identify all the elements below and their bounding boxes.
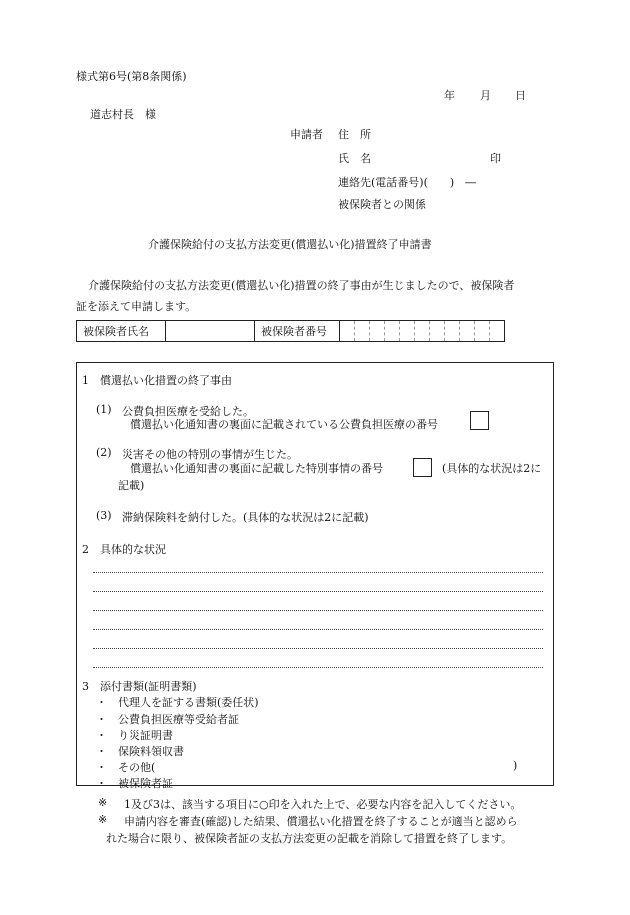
item2-note-continued: 記載) [118,479,145,492]
insured-info-table [76,320,505,342]
seal-mark: 印 [490,152,501,165]
form-number: 様式第6号(第8条関係) [76,70,187,83]
attachment-bullet: ・ [96,696,107,709]
item3-number: (3) [96,509,112,522]
attachment-item: 被保険者証 [118,777,173,790]
situation-line[interactable] [93,648,543,649]
body-line-1: 介護保険給付の支払方法変更(償還払い化)措置の終了事由が生じましたので、被保険者 [88,279,515,292]
attachment-item: 代理人を証する書類(委任状) [118,696,259,709]
situation-line[interactable] [93,572,543,573]
section2-heading: 2 具体的な状況 [82,543,166,556]
applicant-contact-label: 連絡先(電話番号)( ) ― [338,176,477,189]
item1-number-box[interactable] [470,411,489,430]
insured-number-digits [340,321,504,341]
attachment-bullet: ・ [96,745,107,758]
item2-text: 災害その他の特別の事情が生じた。 [122,448,298,461]
item2-number: (2) [96,446,112,459]
note-1: 1及び3は、該当する項目に○印を入れた上で、必要な内容を記入してください。 [124,798,522,811]
body-line-2: 証を添えて申請します。 [76,300,197,313]
attachment-bullet: ・ [96,777,107,790]
note-2-line-2: れた場合に限り、被保険者証の支払方法変更の記載を消除して措置を終了します。 [106,832,513,845]
situation-line[interactable] [93,667,543,668]
item2-subtext: 償還払い化通知書の裏面に記載した特別事情の番号 [130,462,383,475]
document-title: 介護保険給付の支払方法変更(償還払い化)措置終了申請書 [148,238,432,251]
attachment-other-close: ) [513,759,518,772]
item3-text: 滞納保険料を納付した。(具体的な状況は2に記載) [122,511,369,524]
applicant-address-label: 住 所 [338,128,371,141]
applicant-relation-label: 被保険者との関係 [338,198,426,211]
item2-number-box[interactable] [413,458,432,477]
attachment-bullet: ・ [96,729,107,742]
note-mark: ※ [98,813,108,826]
insured-name-label: 被保険者氏名 [77,321,166,342]
item1-subtext: 償還払い化通知書の裏面に記載されている公費負担医療の番号 [130,418,438,431]
addressee: 道志村長 様 [90,108,156,121]
attachment-item: り災証明書 [118,729,173,742]
note-2-line-1: 申請内容を審査(確認)した結果、償還払い化措置を終了することが適当と認めら [124,815,518,828]
note-mark: ※ [98,796,108,809]
insured-number-field[interactable] [340,321,505,342]
attachment-bullet: ・ [96,713,107,726]
date-month-label: 月 [480,89,491,102]
attachment-item-other: その他( [118,761,156,774]
date-day-label: 日 [515,89,526,102]
attachment-item: 公費負担医療等受給者証 [118,713,239,726]
item1-text: 公費負担医療を受給した。 [122,405,254,418]
applicant-name-label: 氏 名 [338,152,371,165]
situation-line[interactable] [93,629,543,630]
insured-name-field[interactable] [166,321,255,342]
attachment-item: 保険料領収書 [118,745,184,758]
date-year-label: 年 [444,89,455,102]
situation-line[interactable] [93,591,543,592]
section1-heading: 1 償還払い化措置の終了事由 [82,374,232,387]
applicant-label: 申請者 [290,128,323,141]
insured-number-label: 被保険者番号 [255,321,340,342]
item2-note: (具体的な状況は2に [442,462,542,475]
section3-heading: 3 添付書類(証明書類) [82,680,197,693]
situation-line[interactable] [93,610,543,611]
item1-number: (1) [96,403,112,416]
attachment-bullet: ・ [96,761,107,774]
